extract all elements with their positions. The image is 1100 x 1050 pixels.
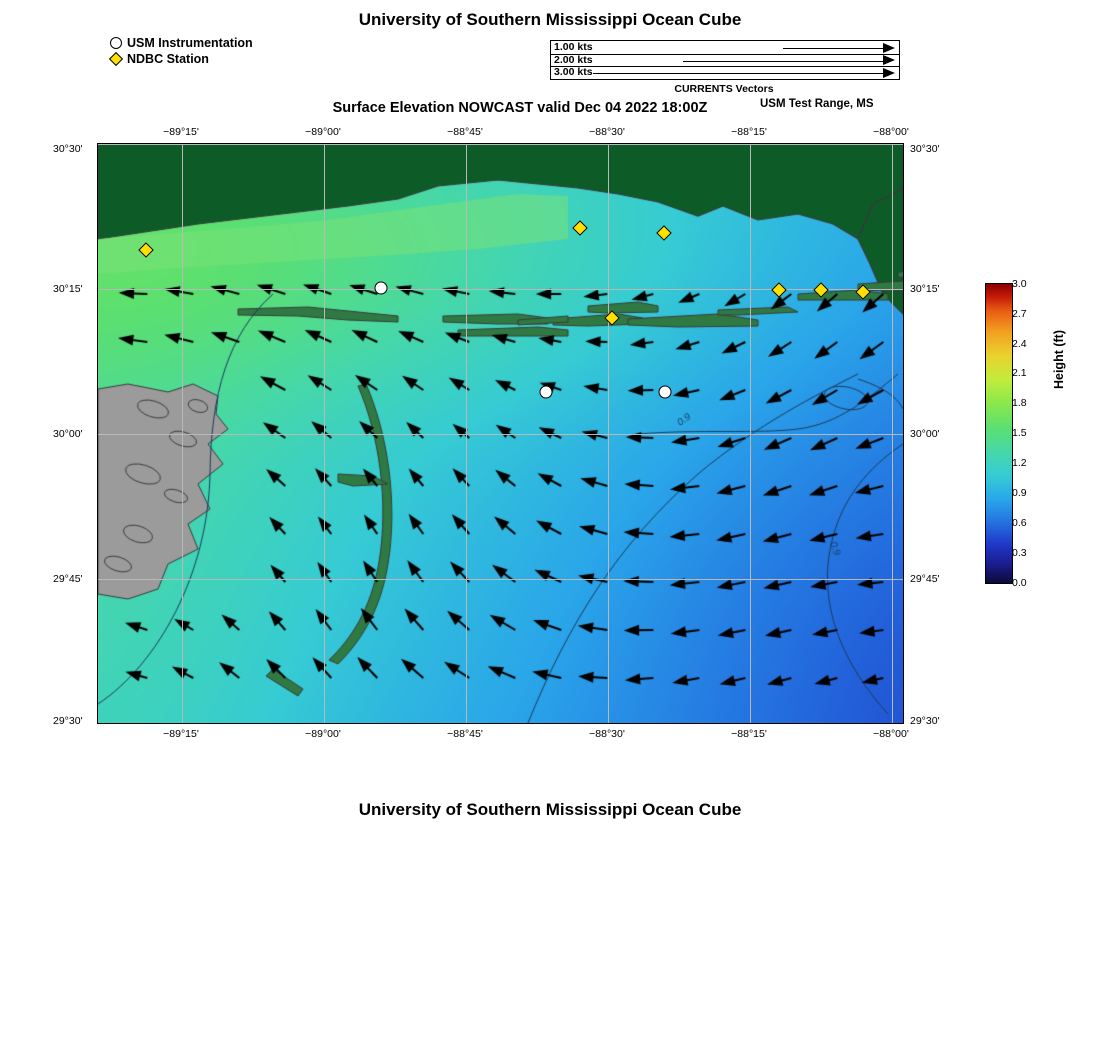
legend-label-ndbc: NDBC Station <box>127 52 209 66</box>
map-panel[interactable] <box>97 143 904 724</box>
lon-label-bottom-4: −88°30' <box>589 728 625 740</box>
lat-label-left-3: 30°00' <box>53 428 83 440</box>
lon-label-top-2: −89°00' <box>305 126 341 138</box>
colorbar-gradient <box>986 284 1012 583</box>
colorbar-tick-2: 2.4 <box>1012 338 1027 350</box>
ndbc-station-marker[interactable] <box>774 285 785 296</box>
gridline-lat-3 <box>98 434 903 435</box>
colorbar-tick-8: 0.6 <box>1012 517 1027 529</box>
ndbc-station-marker[interactable] <box>858 287 869 298</box>
lon-label-bottom-6: −88°00' <box>873 728 909 740</box>
lat-label-right-2: 30°15' <box>910 283 940 295</box>
lon-label-bottom-5: −88°15' <box>731 728 767 740</box>
colorbar-tick-7: 0.9 <box>1012 487 1027 499</box>
legend-item-usm <box>110 36 253 50</box>
vector-key-label-2: 2.00 kts <box>554 53 593 66</box>
lat-label-left-5: 29°30' <box>53 715 83 727</box>
lat-label-right-4: 29°45' <box>910 573 940 585</box>
ndbc-station-marker[interactable] <box>659 228 670 239</box>
ndbc-station-icon <box>604 310 620 326</box>
page-title-bottom: University of Southern Mississippi Ocean Cube <box>358 800 742 819</box>
lat-label-right-5: 29°30' <box>910 715 940 727</box>
lat-label-right-1: 30°30' <box>910 143 940 155</box>
vector-arrow-shaft-2 <box>683 61 883 62</box>
ndbc-station-icon <box>656 225 672 241</box>
ndbc-station-icon <box>572 220 588 236</box>
usm-station-marker[interactable] <box>375 282 388 295</box>
colorbar-tick-9: 0.3 <box>1012 547 1027 559</box>
vector-arrow-head-1 <box>883 43 895 53</box>
colorbar <box>985 283 1013 584</box>
current-vector-key <box>550 40 900 80</box>
ndbc-station-marker[interactable] <box>607 313 618 324</box>
lon-label-top-4: −88°30' <box>589 126 625 138</box>
vector-key-label-3: 3.00 kts <box>554 66 593 79</box>
vector-key-row-3 <box>551 66 899 79</box>
vector-arrow-shaft-3 <box>593 73 883 74</box>
usm-instrumentation-icon <box>375 282 388 295</box>
ndbc-station-icon <box>813 282 829 298</box>
colorbar-tick-5: 1.5 <box>1012 427 1027 439</box>
gridline-lat-4 <box>98 579 903 580</box>
lon-label-top-5: −88°15' <box>731 126 767 138</box>
ndbc-station-icon <box>771 282 787 298</box>
usm-instrumentation-icon <box>659 386 672 399</box>
legend-label-usm: USM Instrumentation <box>127 36 253 50</box>
usm-station-marker[interactable] <box>540 386 553 399</box>
map-subtitle: Surface Elevation NOWCAST valid Dec 04 2022 18:00Z <box>332 100 708 116</box>
station-legend <box>110 36 253 68</box>
lon-label-bottom-1: −89°15' <box>163 728 199 740</box>
page-title-top: University of Southern Mississippi Ocean Cube <box>358 10 742 29</box>
lat-label-left-1: 30°30' <box>53 143 83 155</box>
vector-key-caption: CURRENTS Vectors <box>674 83 774 95</box>
lat-label-left-2: 30°15' <box>53 283 83 295</box>
ndbc-station-marker[interactable] <box>141 245 152 256</box>
vector-arrow-head-3 <box>883 68 895 78</box>
legend-item-ndbc <box>110 52 253 66</box>
lat-label-right-3: 30°00' <box>910 428 940 440</box>
usm-instrumentation-icon <box>110 37 122 49</box>
vector-key-row-2 <box>551 54 899 68</box>
usm-station-marker[interactable] <box>659 386 672 399</box>
range-label: USM Test Range, MS <box>760 98 874 110</box>
vector-key-label-1: 1.00 kts <box>554 41 593 53</box>
ndbc-station-icon <box>109 52 123 66</box>
lon-label-bottom-2: −89°00' <box>305 728 341 740</box>
ndbc-station-icon <box>138 242 154 258</box>
lat-label-left-4: 29°45' <box>53 573 83 585</box>
lon-label-bottom-3: −88°45' <box>447 728 483 740</box>
colorbar-title: Height (ft) <box>1052 330 1066 390</box>
colorbar-tick-6: 1.2 <box>1012 457 1027 469</box>
colorbar-tick-0: 3.0 <box>1012 278 1027 290</box>
vector-key-row-1 <box>551 41 899 55</box>
ndbc-station-icon <box>855 284 871 300</box>
usm-instrumentation-icon <box>540 386 553 399</box>
colorbar-tick-10: 0.0 <box>1012 577 1027 589</box>
lon-label-top-3: −88°45' <box>447 126 483 138</box>
ndbc-station-marker[interactable] <box>575 223 586 234</box>
colorbar-tick-1: 2.7 <box>1012 308 1027 320</box>
lon-label-top-6: −88°00' <box>873 126 909 138</box>
ndbc-station-marker[interactable] <box>816 285 827 296</box>
vector-arrow-head-2 <box>883 55 895 65</box>
colorbar-tick-3: 2.1 <box>1012 367 1027 379</box>
vector-arrow-shaft-1 <box>783 48 883 49</box>
lon-label-top-1: −89°15' <box>163 126 199 138</box>
gridline-lat-1 <box>98 144 903 145</box>
colorbar-tick-4: 1.8 <box>1012 397 1027 409</box>
